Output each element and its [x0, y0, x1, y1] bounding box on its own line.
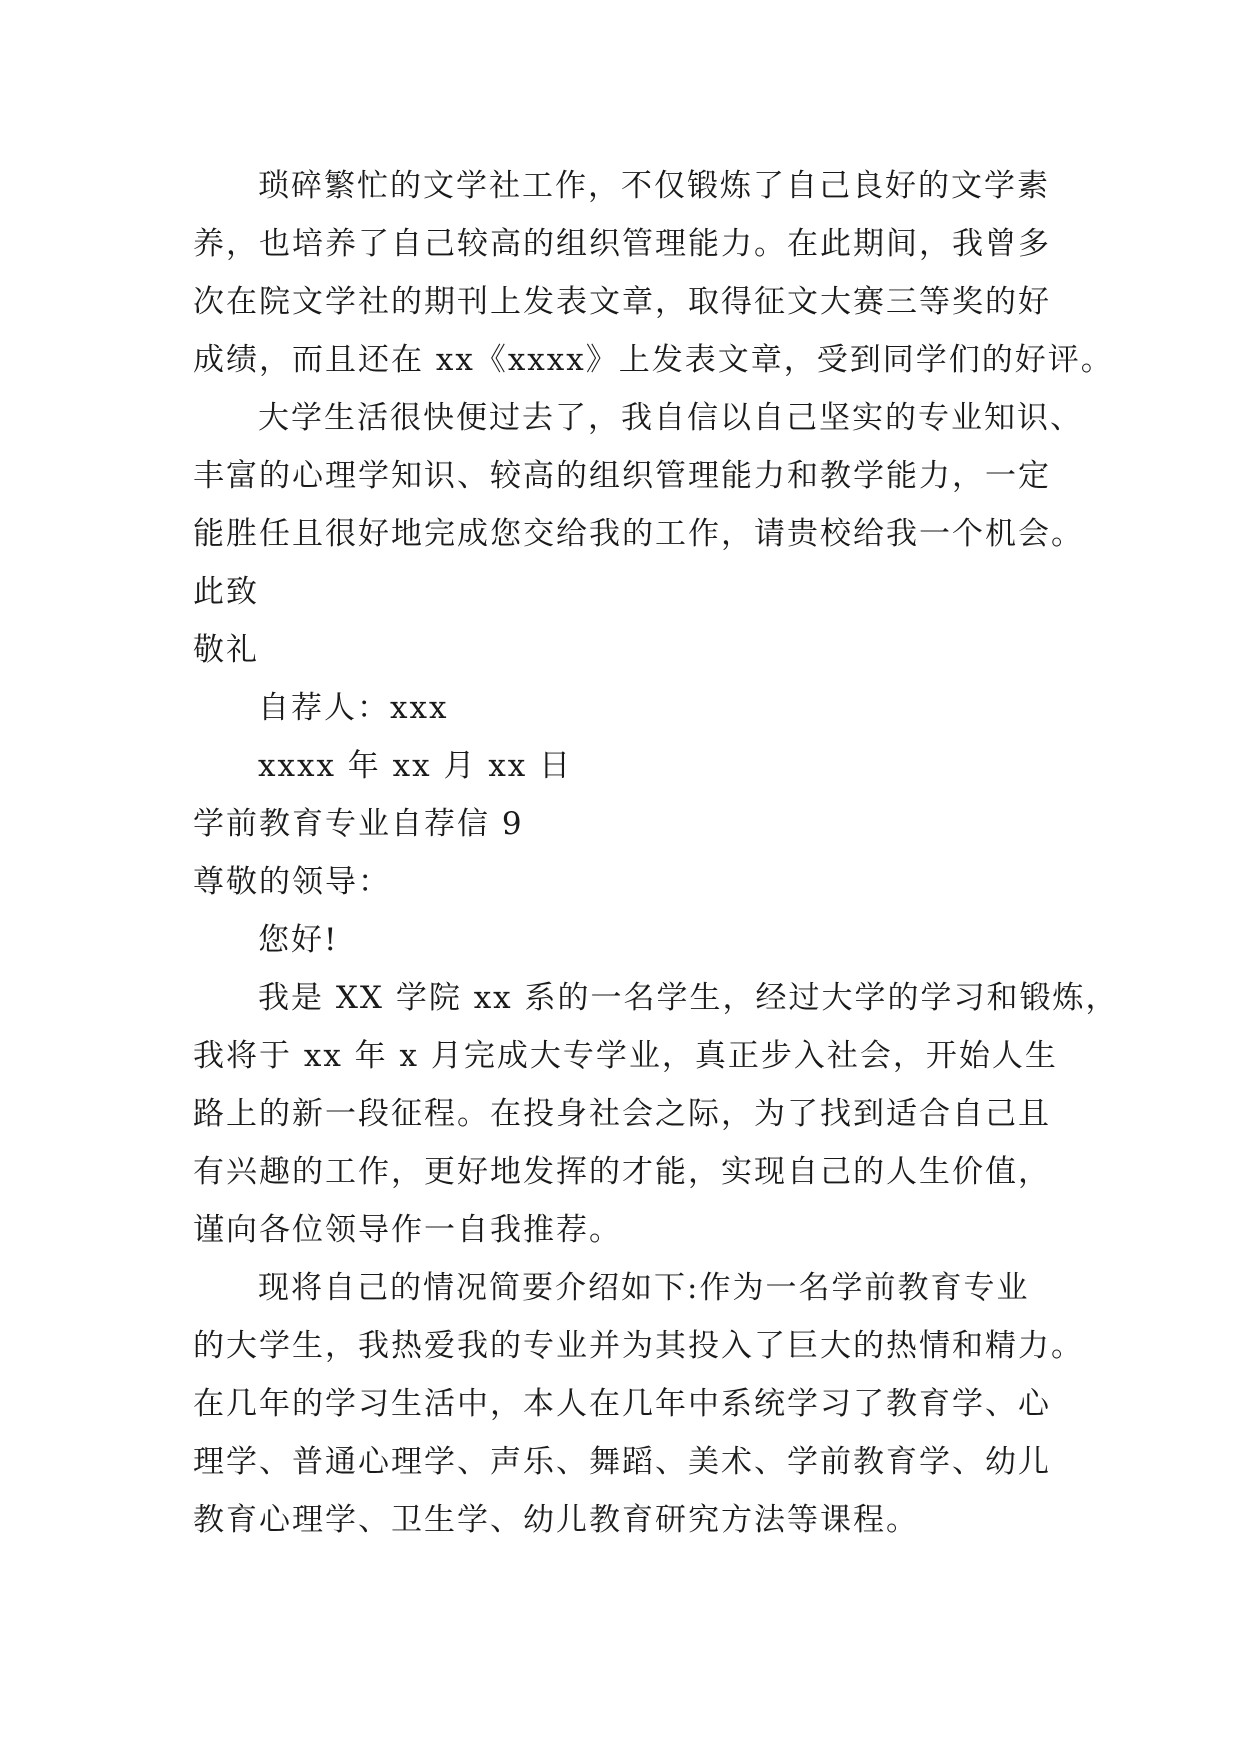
text-line: 理学、普通心理学、声乐、舞蹈、美术、学前教育学、幼儿 [193, 1444, 1051, 1480]
text-line: 有兴趣的工作，更好地发挥的才能，实现自己的人生价值， [193, 1154, 1051, 1190]
greeting: 尊敬的领导： [193, 864, 391, 900]
text-line: 成绩，而且还在 xx《xxxx》上发表文章，受到同学们的好评。 [193, 342, 1114, 378]
greeting-hello: 您好! [258, 922, 339, 958]
text-line: 丰富的心理学知识、较高的组织管理能力和教学能力，一定 [193, 458, 1051, 494]
text-line: 在几年的学习生活中，本人在几年中系统学习了教育学、心 [193, 1386, 1051, 1422]
text-line: 次在院文学社的期刊上发表文章，取得征文大赛三等奖的好 [193, 284, 1051, 320]
text-line: 路上的新一段征程。在投身社会之际，为了找到适合自己且 [193, 1096, 1051, 1132]
signature-line: 自荐人：xxx [258, 690, 449, 726]
text-line: 教育心理学、卫生学、幼儿教育研究方法等课程。 [193, 1502, 919, 1538]
date-line: xxxx 年 xx 月 xx 日 [258, 748, 573, 784]
text-line: 我是 XX 学院 xx 系的一名学生，经过大学的学习和锻炼， [258, 980, 1119, 1016]
closing-salutation: 此致 [193, 574, 259, 610]
text-line: 能胜任且很好地完成您交给我的工作，请贵校给我一个机会。 [193, 516, 1084, 552]
text-line: 大学生活很快便过去了，我自信以自己坚实的专业知识、 [258, 400, 1083, 436]
text-line: 养，也培养了自己较高的组织管理能力。在此期间，我曾多 [193, 226, 1051, 262]
text-line: 谨向各位领导作一自我推荐。 [193, 1212, 622, 1248]
text-line: 现将自己的情况简要介绍如下:作为一名学前教育专业 [258, 1270, 1030, 1306]
section-title: 学前教育专业自荐信 9 [193, 806, 524, 842]
text-line: 琐碎繁忙的文学社工作，不仅锻炼了自己良好的文学素 [258, 168, 1050, 204]
text-line: 我将于 xx 年 x 月完成大专学业，真正步入社会，开始人生 [193, 1038, 1058, 1074]
closing-regards: 敬礼 [193, 632, 259, 668]
text-line: 的大学生，我热爱我的专业并为其投入了巨大的热情和精力。 [193, 1328, 1084, 1364]
